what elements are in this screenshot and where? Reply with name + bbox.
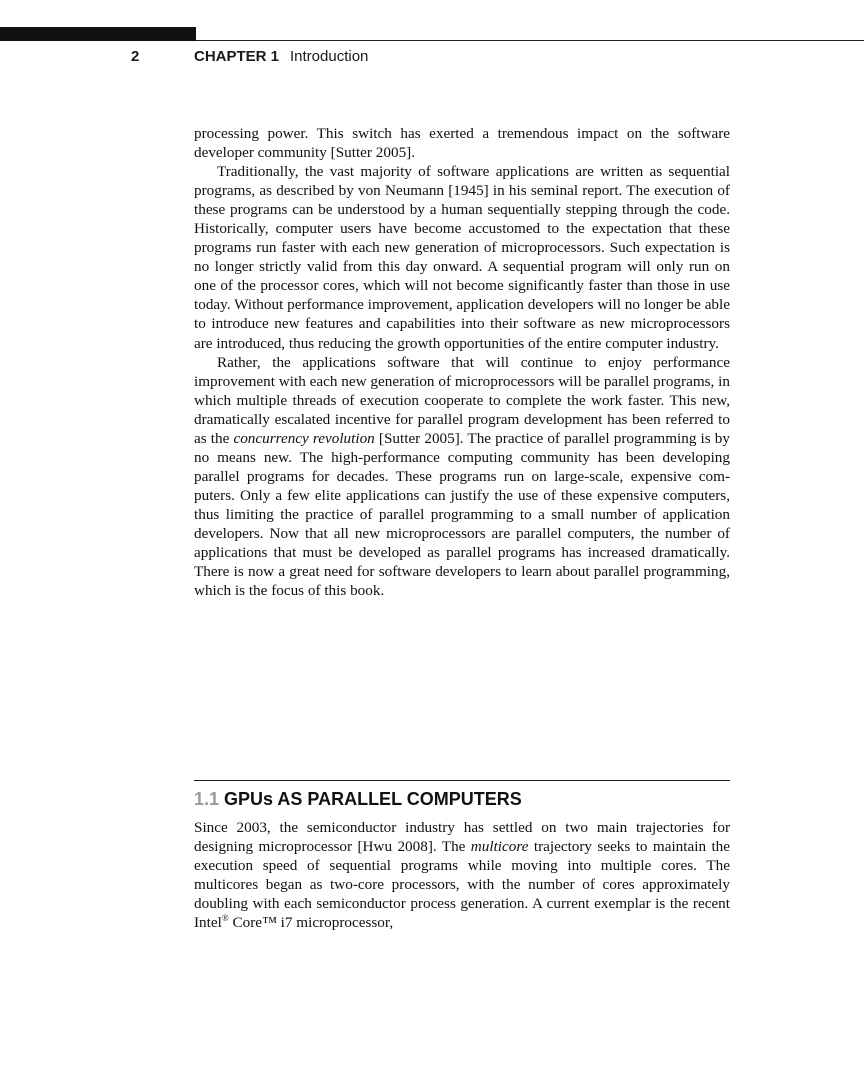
chapter-title: Introduction: [290, 48, 369, 65]
section-paragraph-1-text-a: Since 2003, the semiconductor industry has settled on two main trajectories for designing microprocessor [Hwu 2008]. The: [194, 819, 730, 856]
paragraph-1-text: processing power. This switch has exerted a tremendous impact on the software developer community [Sutter 2005].: [194, 125, 730, 162]
emphasis-multicore: multicore: [470, 838, 529, 856]
section-paragraph-1-text-b: trajectory seeks to maintain the execution speed of sequential programs while moving into multiple cores. The multicores began as two-core processors, with the number of cores approximately doubling with each semiconductor process generation. A current exemplar is the recent Intel: [194, 838, 730, 932]
paragraph-3: [194, 353, 730, 601]
body-text-bottom: [194, 818, 730, 932]
header-rule: [196, 40, 864, 41]
paragraph-2-text: Traditionally, the vast majority of software applications are written as sequential programs, as described by von Neumann [1945] in his seminal report. The execution of these programs can be understood by a human sequentially stepping through the code. Historically, computer users have become accustomed to the expectation that these programs run faster with each new generation of microprocessors. Such expectation is no longer strictly valid from this day onward. A sequential program will only run on one of the processor cores, which will not become significantly faster than those in use today. Without performance improvement, application developers will no longer be able to introduce new features and capabilities into their software as new microprocessors are introduced, thus reducing the growth opportunities of the entire computer industry.: [194, 163, 730, 352]
paragraph-3-text-a: Rather, the applications software that will continue to enjoy performance improvement with each new generation of microprocessors will be parallel programs, in which multiple threads of execution cooperate to complete the work faster. This new, dramatically escalated incentive for parallel program development has been referred to as the: [194, 353, 730, 447]
body-text-top: [194, 124, 730, 600]
section-number: 1.1: [194, 789, 220, 809]
chapter-label: CHAPTER 1: [194, 48, 280, 65]
registered-mark: ®: [221, 913, 229, 924]
paragraph-1: [194, 124, 730, 162]
paragraph-3-text-b: [Sutter 2005]. The practice of parallel programming is by no means new. The high-performance computing community has been developing parallel programs for decades. These programs run on large-scale, expensive computers. Only a few elite applications can justify the use of these expensive computers, thus limiting the practice of parallel programming to a small number of application developers. Now that all new microprocessors are parallel computers, the number of applications that must be developed as parallel programs has increased dramatically. There is now a great need for software developers to learn about parallel programming, which is the focus of this book.: [194, 429, 730, 600]
section-paragraph-1-text-c: Core™ i7 microprocessor,: [228, 914, 394, 932]
section-rule: [194, 780, 730, 781]
paragraph-2: [194, 162, 730, 352]
section-paragraph-1: [194, 818, 730, 932]
running-header: [0, 47, 864, 69]
section-title: GPUs AS PARALLEL COMPUTERS: [224, 789, 522, 809]
header-black-bar: [0, 27, 196, 41]
section-heading: [194, 789, 734, 810]
emphasis-concurrency-revolution: concurrency revolution: [233, 429, 375, 447]
page-number: 2: [131, 48, 140, 65]
